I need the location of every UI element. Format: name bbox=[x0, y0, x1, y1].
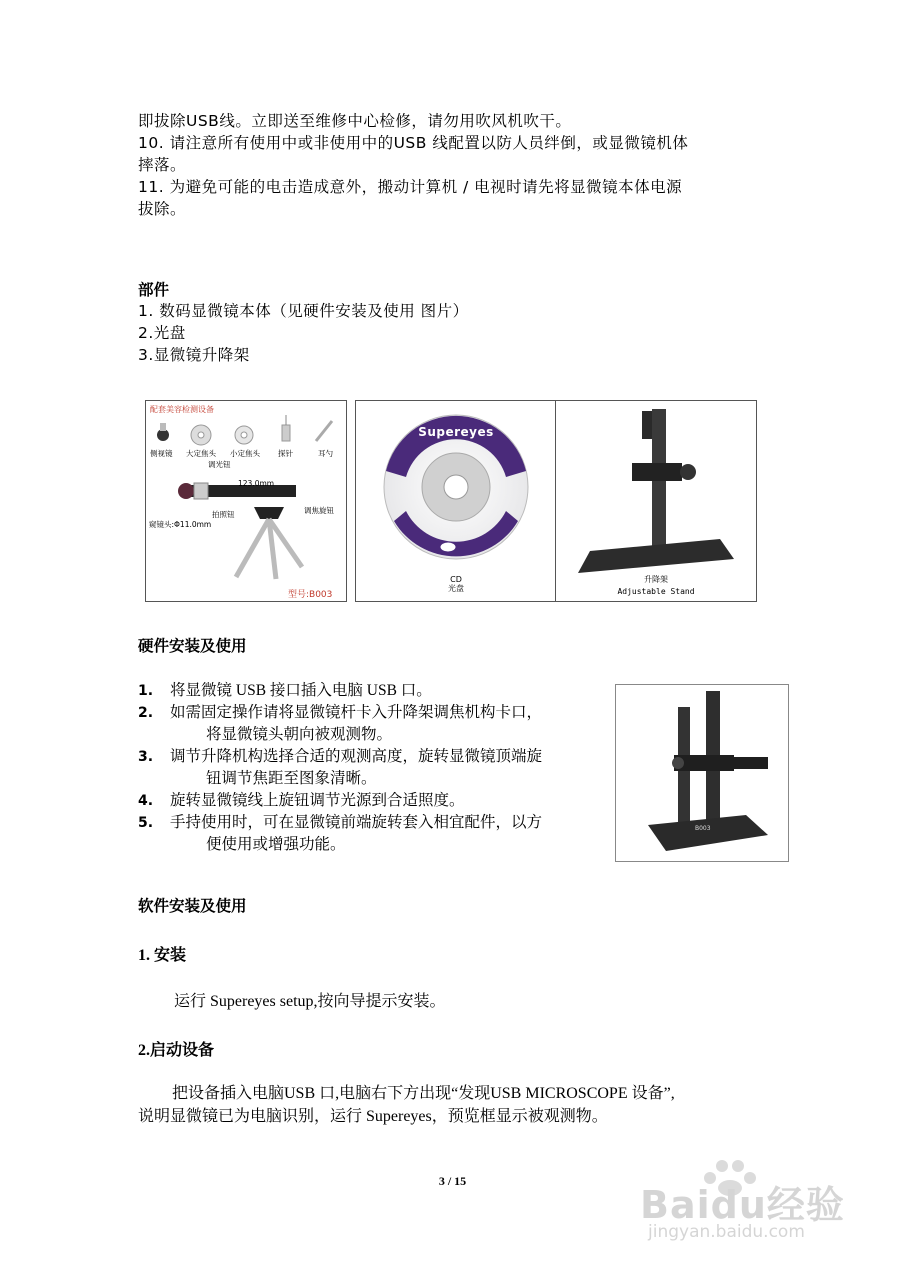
step-text-2 bbox=[170, 702, 608, 746]
kit-title: 配套美容检测设备 bbox=[150, 405, 214, 414]
intro-block bbox=[138, 110, 778, 220]
watermark-brand: Baidu经验 bbox=[640, 1183, 845, 1227]
accessories-icon bbox=[146, 415, 346, 451]
step-5-line-1: 手持使用时，可在显微镜前端旋转套入相宜配件，以方 bbox=[170, 814, 543, 831]
step-2-line-2: 将显微镜头朝向被观测物。 bbox=[206, 726, 393, 743]
light-button-label: 调光钮 bbox=[208, 460, 231, 469]
step-2-line-1: 如需固定操作请将显微镜杆卡入升降架调焦机构卡口， bbox=[170, 704, 543, 721]
microscope-on-stand-icon bbox=[616, 685, 788, 861]
install-heading: 1. 安装 bbox=[138, 947, 187, 964]
intro-line-1: 即拔除USB线。立即送至维修中心检修，请勿用吹风机吹干。 bbox=[138, 112, 572, 130]
cd-caption-en: CD bbox=[450, 575, 462, 584]
step-text-4: 旋转显微镜线上旋钮调节光源到合适照度。 bbox=[170, 792, 465, 809]
stand-photo-label: B003 bbox=[695, 825, 711, 832]
start-line-1: 把设备插入电脑USB 口,电脑右下方出现“发现USB MICROSCOPE 设备”, bbox=[172, 1085, 675, 1102]
hardware-steps bbox=[138, 680, 608, 856]
hardware-heading: 硬件安装及使用 bbox=[138, 637, 247, 655]
accessory-label-4: 探针 bbox=[278, 449, 293, 458]
photo-button-label: 拍照钮 bbox=[212, 510, 235, 519]
step-number-5: 5. bbox=[138, 815, 154, 831]
step-5-line-2: 便使用或增强功能。 bbox=[206, 836, 346, 853]
cd-brand: Supereyes bbox=[418, 425, 494, 439]
stand-caption-cn: 升降架 bbox=[644, 575, 668, 584]
length-label: 123.0mm bbox=[238, 479, 275, 488]
parts-heading: 部件 bbox=[138, 281, 170, 299]
hardware-step-3 bbox=[138, 746, 608, 790]
model-label: 型号:B003 bbox=[288, 590, 333, 600]
parts-item-3: 3.显微镜升降架 bbox=[138, 346, 250, 364]
stand-photo bbox=[615, 684, 789, 862]
parts-item-2: 2.光盘 bbox=[138, 324, 186, 342]
software-heading: 软件安装及使用 bbox=[138, 897, 247, 915]
step-text-5 bbox=[170, 812, 608, 856]
accessory-label-3: 小定焦头 bbox=[230, 449, 260, 458]
baidu-watermark bbox=[640, 1156, 860, 1246]
start-line-2: 说明显微镜已为电脑识别，运行 Supereyes，预览框显示被观测物。 bbox=[138, 1108, 608, 1125]
start-heading: 2.启动设备 bbox=[138, 1042, 215, 1059]
parts-list bbox=[138, 300, 469, 366]
page-number: 3 / 15 bbox=[438, 1174, 467, 1188]
adjustable-stand-icon bbox=[556, 401, 756, 601]
step-number-1: 1. bbox=[138, 683, 154, 699]
hardware-step-1 bbox=[138, 680, 608, 702]
accessory-label-2: 大定焦头 bbox=[186, 449, 216, 458]
intro-line-5: 拔除。 bbox=[138, 200, 187, 218]
step-number-4: 4. bbox=[138, 793, 154, 809]
intro-line-4: 11. 为避免可能的电击造成意外，搬动计算机 / 电视时请先将显微镜本体电源 bbox=[138, 178, 683, 196]
stand-figure bbox=[555, 400, 757, 602]
cd-caption-cn: 光盘 bbox=[448, 584, 464, 593]
step-text-1: 将显微镜 USB 接口插入电脑 USB 口。 bbox=[170, 682, 432, 699]
lens-head-label: 窥镜头:Φ11.0mm bbox=[149, 520, 212, 529]
accessory-label-1: 侧视镜 bbox=[150, 449, 173, 458]
intro-line-2: 10. 请注意所有使用中或非使用中的USB 线配置以防人员绊倒，或显微镜机体 bbox=[138, 134, 689, 152]
hardware-step-2 bbox=[138, 702, 608, 746]
watermark-url: jingyan.baidu.com bbox=[648, 1222, 805, 1242]
start-paragraph bbox=[138, 1082, 778, 1128]
hardware-step-5 bbox=[138, 812, 608, 856]
focus-knob-label: 调焦旋钮 bbox=[304, 506, 334, 515]
step-3-line-1: 调节升降机构选择合适的观测高度，旋转显微镜顶端旋 bbox=[170, 748, 543, 765]
hardware-step-4 bbox=[138, 790, 608, 812]
cd-figure bbox=[355, 400, 557, 602]
step-number-3: 3. bbox=[138, 749, 154, 765]
step-text-3 bbox=[170, 746, 608, 790]
step-number-2: 2. bbox=[138, 705, 154, 721]
install-text: 运行 Supereyes setup,按向导提示安装。 bbox=[174, 993, 446, 1010]
microscope-kit-figure bbox=[145, 400, 347, 602]
stand-caption-en: Adjustable Stand bbox=[617, 587, 695, 596]
step-3-line-2: 钮调节焦距至图象清晰。 bbox=[206, 770, 377, 787]
parts-item-1: 1. 数码显微镜本体（见硬件安装及使用 图片） bbox=[138, 302, 469, 320]
accessory-label-5: 耳勺 bbox=[318, 449, 333, 458]
intro-line-3: 摔落。 bbox=[138, 156, 187, 174]
